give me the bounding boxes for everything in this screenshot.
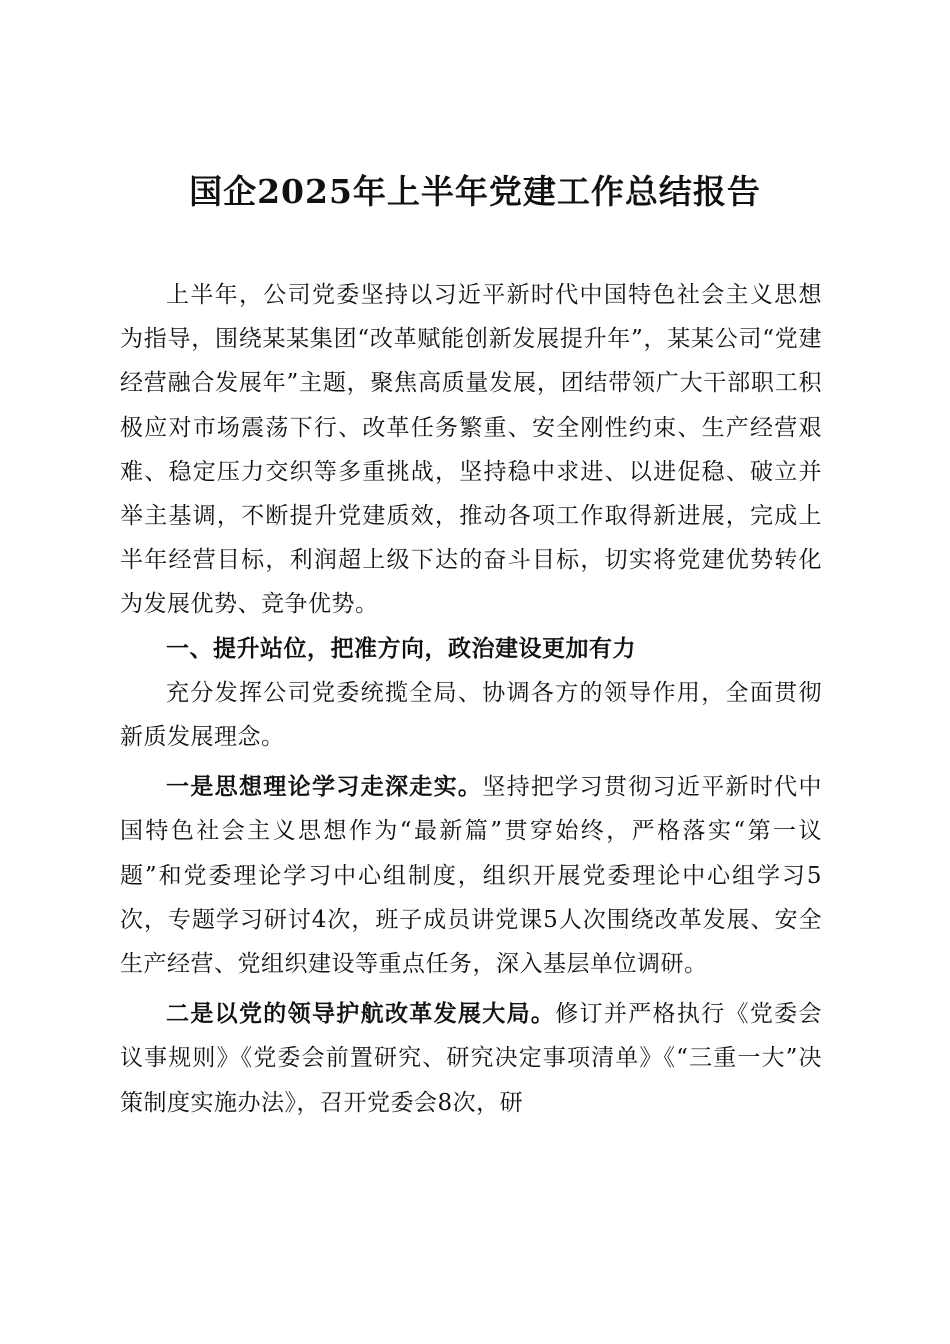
section-summary-paragraph: 充分发挥公司党委统揽全局、协调各方的领导作用，全面贯彻新质发展理念。 [120,679,822,751]
item-text-2: 修订并严格执行《党委会议事规则》《党委会前置研究、研究决定事项清单》《“三重一大”决策制度实施办法》，召开党委会8次，研 [120,1001,823,1116]
intro-paragraph: 上半年，公司党委坚持以习近平新时代中国特色社会主义思想为指导，围绕某某集团“改革赋能创新发展提升年”，某某公司“党建经营融合发展年”主题，聚焦高质量发展，团结带领广大干部职工积极应对市场震荡下行、改革任务繁重、安全刚性约束、生产经营艰难、稳定压力交织等多重挑战，坚持稳中求进、以进促稳、破立并举主基调，不断提升党建质效，推动各项工作取得新进展，完成上半年经营目标，利润超上级下达的奋斗目标，切实将党建优势转化为发展优势、竞争优势。 [120,282,822,618]
item-paragraph-2 [120,992,822,1125]
item-lead-2: 二是以党的领导护航改革发展大局。 [166,1001,556,1028]
item-lead-1: 一是思想理论学习走深走实。 [166,774,483,801]
document-title: 国企2025年上半年党建工作总结报告 [189,172,761,211]
item-text-1: 坚持把学习贯彻习近平新时代中国特色社会主义思想作为“最新篇”贯穿始终，严格落实“第一议题”和党委理论学习中心组制度，组织开展党委理论中心组学习5次，专题学习研讨4次，班子成员讲党课5人次围绕改革发展、安全生产经营、党组织建设等重点任务，深入基层单位调研。 [120,774,823,978]
document-body [120,273,822,1125]
item-paragraph-1 [120,765,822,986]
section-heading-1: 一、提升站位，把准方向，政治建设更加有力 [166,635,636,662]
